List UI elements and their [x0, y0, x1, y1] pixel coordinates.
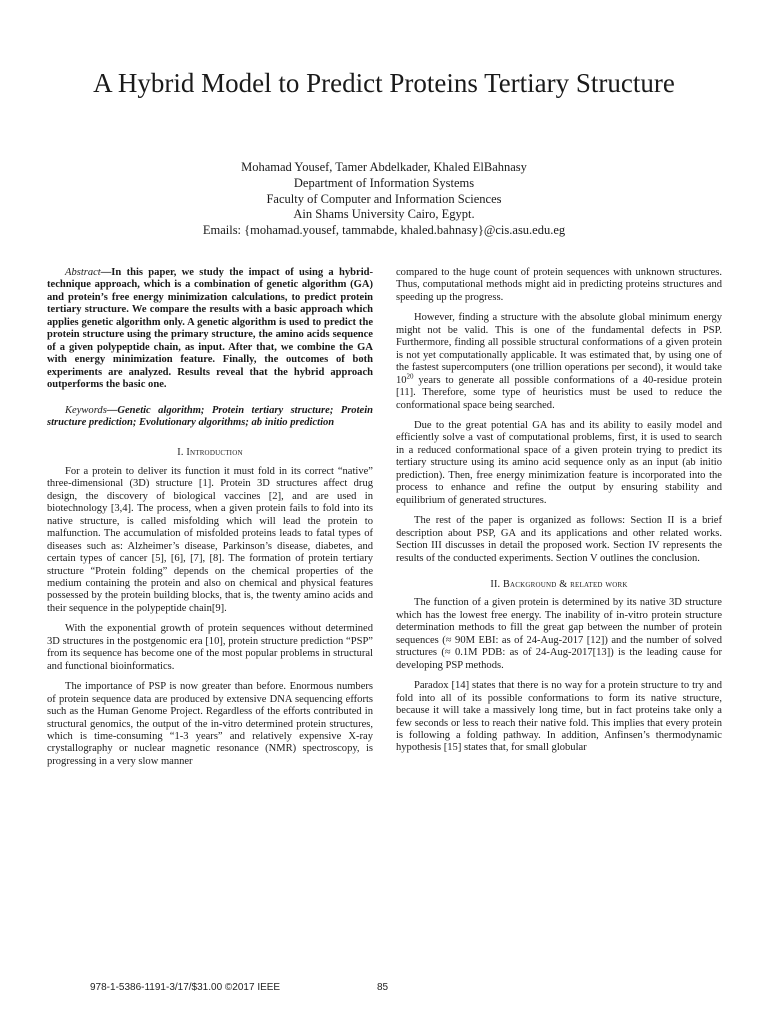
- footer-copyright: 978-1-5386-1191-3/17/$31.00 ©2017 IEEE: [90, 982, 281, 993]
- author-block: [80, 160, 688, 239]
- abstract: [47, 267, 373, 392]
- right-column: [396, 267, 722, 763]
- abstract-lead: Abstract: [65, 267, 101, 278]
- keywords-lead: Keywords: [65, 404, 107, 416]
- paragraph: The function of a given protein is determined by its native 3D structure which has the lowest free energy. The inability of in-vitro protein structure determination methods to fill the great gap between the number of protein sequences (≈ 90M EBI: as of 24-Aug-2017 [12]) and the number of solved structures (≈ 0.1M PDB: as of 24-Aug-2017[13]) is the leading cause for developing PSP methods.: [396, 597, 722, 671]
- paragraph: [396, 312, 722, 412]
- superscript-exponent: 20: [406, 372, 414, 381]
- keywords-text: —Genetic algorithm; Protein tertiary structure; Protein structure prediction; Evolutionary algorithms; ab initio prediction: [47, 404, 373, 428]
- paragraph: Due to the great potential GA has and its ability to easily model and efficiently solve a vast of computational problems, first, it is used to search in a reduced conformational space of a given protein trying to predict its tertiary structure using its amino acid sequence only as an input (ab initio prediction). Then, free energy minimization feature is incorporated into the process to enhance and refine the output by ensuring stability and equilibrium of generated structures.: [396, 419, 722, 506]
- affiliation-faculty: Faculty of Computer and Information Sciences: [266, 191, 502, 206]
- author-names: Mohamad Yousef, Tamer Abdelkader, Khaled ElBahnasy: [241, 160, 527, 174]
- paragraph: compared to the huge count of protein sequences with unknown structures. Thus, computational methods might aid in predicting proteins structures and speeding up the progress.: [396, 267, 722, 303]
- paragraph: For a protein to deliver its function it must fold in its correct “native” three-dimensional (3D) structure [1]. Protein 3D structures affect drug design, the discovery of biological vaccines [2], and are used in biotechnology [3,4]. The process, when a given protein fails to fold into its native structure, is called misfolding which will lead the protein to malfunction. The accumulation of misfolded proteins leads to fatal types of diseases such as: Alzheimer’s disease, Parkinson’s disease, diabetes, and certain types of cancer [5], [6], [7], [8]. The formation of protein tertiary structure “Protein folding” depends on the chemical properties of the medium containing the protein and also on chemical and physical features possessed by the protein building blocks, that is, the twenty amino acids and their sequence in the polypeptide chain[9].: [47, 465, 373, 614]
- paragraph: With the exponential growth of protein sequences without determined 3D structures in the postgenomic era [10], protein structure prediction “PSP” from its sequence has become one of the most popular problems in structural and functional bioinformatics.: [47, 623, 373, 672]
- paragraph: Paradox [14] states that there is no way for a protein structure to try and fold into all of its possible conformations to form its native structure, because it will take a massively long time, but in fact proteins take only a few seconds or less to reach their native fold. This implies that every protein is following a folding pathway. In addition, Anfinsen’s thermodynamic hypothesis [15] states that, for small globular: [396, 680, 722, 754]
- left-column: [47, 267, 373, 776]
- keywords: [47, 405, 373, 430]
- page-number: 85: [377, 982, 389, 993]
- paragraph: The importance of PSP is now greater than before. Enormous numbers of protein sequence data are produced by extensive DNA sequencing efforts such as the Human Genome Project. Regardless of the efforts contributed in structural genomics, the output of the in-vitro determined protein structures, which is time-consuming “1-3 years” and relatively expensive X-ray crystallography or nuclear magnetic resonance (NMR) spectroscopy, is progressing in a very slow manner: [47, 681, 373, 767]
- paragraph-text: years to generate all possible conformations of a 40-residue protein [11]. Therefore, some type of heuristics must be used to reduce the conformational space being searched.: [396, 374, 722, 411]
- abstract-text: —In this paper, we study the impact of using a hybrid-technique approach, which is a combination of genetic algorithm (GA) and protein’s free energy minimization calculations, to predict protein tertiary structure. We compare the results with a basic approach which applies genetic algorithm only. A genetic algorithm is used to predict the protein structure using the primary structure, the amino acids sequence of a given polypeptide chain, as input. After that, we combine the GA with energy minimization feature. Finally, the outcomes of both experiments are analyzed. Results reveal that the hybrid approach outperforms the basic one.: [47, 267, 373, 391]
- author-emails: Emails: {mohamad.yousef, tammabde, khaled.bahnasy}@cis.asu.edu.eg: [202, 223, 566, 238]
- paragraph-text: However, finding a structure with the absolute global minimum energy might not be valid. This is one of the fundamental defects in PSP. Furthermore, finding all possible structural conformations of a given protein is not yet computationally applicable. It was estimated that, by using one of the fastest supercomputers (one trillion operations per second), it would take 10: [396, 312, 722, 386]
- affiliation-department: Department of Information Systems: [293, 175, 475, 190]
- paper-title: A Hybrid Model to Predict Proteins Tertiary Structure: [93, 68, 675, 98]
- section-heading-background: II. Background & related work: [490, 578, 628, 590]
- section-heading-introduction: I. Introduction: [177, 447, 243, 459]
- paragraph: The rest of the paper is organized as follows: Section II is a brief description about PSP, GA and its applications and other related works. Section III discusses in detail the proposed work. Section IV represents the results of the conducted experiments. Section V outlines the conclusion.: [396, 515, 722, 564]
- affiliation-university: Ain Shams University Cairo, Egypt.: [293, 207, 475, 222]
